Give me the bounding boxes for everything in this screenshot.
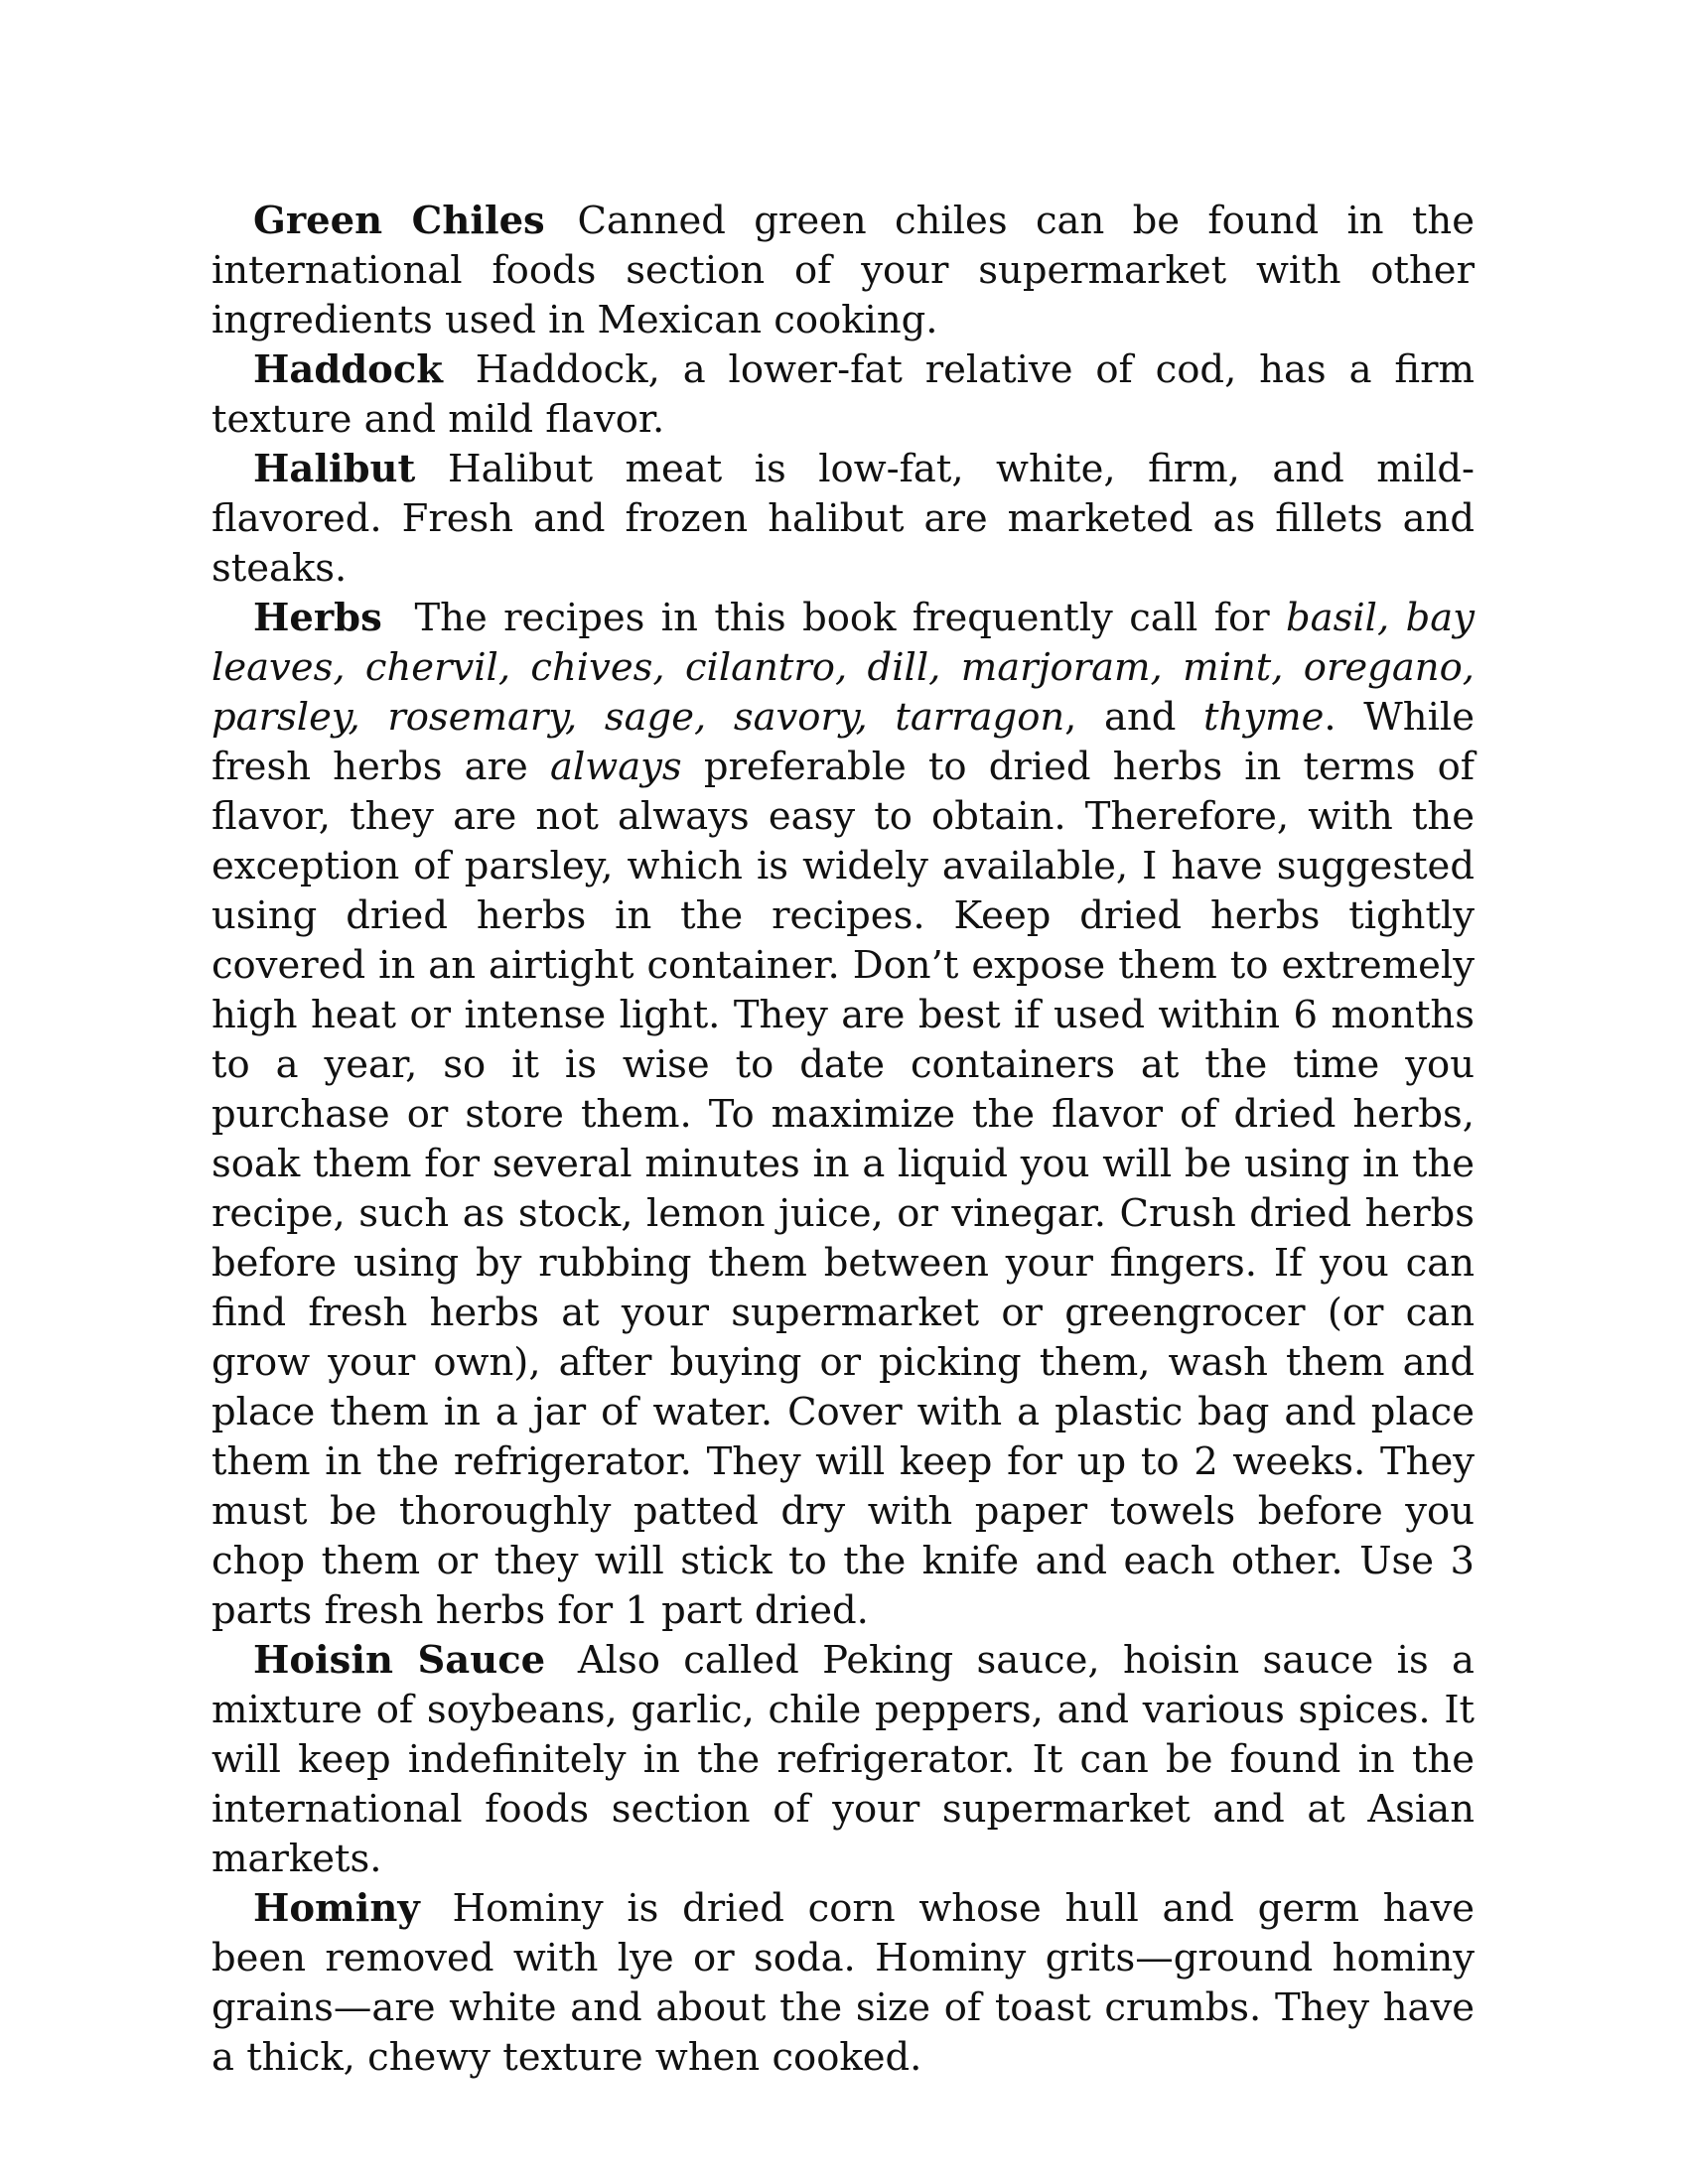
definition-italic-always: always — [549, 745, 682, 789]
glossary-entry-hominy — [211, 1884, 1475, 2083]
definition-italic-herb-list: basil, bay leaves, chervil, chives, cilantro, dill, marjoram, mint, oregano, parsley, rosemary, sage, savory, tarragon — [211, 596, 1475, 740]
entry-term: Halibut — [253, 447, 416, 491]
entry-term: Haddock — [253, 347, 443, 392]
entry-term: Herbs — [253, 596, 382, 640]
glossary-entry-halibut — [211, 445, 1475, 594]
definition-text: Also called Peking sauce, hoisin sauce is a mixture of soybeans, garlic, chile peppers, and various spices. It will keep indefinitely in the refrigerator. It can be found in the international foods section of your supermarket and at Asian markets. — [211, 1638, 1475, 1881]
definition-text: Hominy is dried corn whose hull and germ have been removed with lye or soda. Hominy grits—ground hominy grains—are white and about the size of toast crumbs. They have a thick, chewy texture when cooked. — [211, 1886, 1475, 2080]
definition-text: Halibut meat is low-fat, white, firm, and mild-flavored. Fresh and frozen halibut are marketed as fillets and steaks. — [211, 447, 1475, 591]
definition-italic-thyme: thyme — [1203, 695, 1325, 740]
definition-text: The recipes in this book frequently call for — [414, 596, 1287, 640]
glossary-entry-hoisin-sauce — [211, 1636, 1475, 1884]
definition-text: Haddock, a lower-fat relative of cod, has a firm texture and mild flavor. — [211, 347, 1475, 442]
entry-term: Green Chiles — [253, 199, 545, 243]
glossary-entry-green-chiles — [211, 197, 1475, 345]
glossary-entry-haddock — [211, 345, 1475, 445]
definition-text: Canned green chiles can be found in the international foods section of your supermarket with other ingredients used in Mexican cooking. — [211, 199, 1476, 342]
entry-definition — [211, 596, 1475, 1633]
glossary-page — [211, 197, 1475, 2083]
entry-term: Hoisin Sauce — [253, 1638, 546, 1683]
definition-text: , and — [1064, 695, 1204, 740]
glossary-entry-herbs — [211, 594, 1475, 1636]
definition-text: . While fresh herbs are — [211, 695, 1475, 789]
entry-term: Hominy — [253, 1886, 420, 1931]
definition-text: preferable to dried herbs in terms of flavor, they are not always easy to obtain. Therefore, with the exception of parsley, which is widely available, I have suggested using dried herbs in the recipes. Keep dried herbs tightly covered in an airtight container. Don’t expose them to extremely high heat or intense light. They are best if used within 6 months to a year, so it is wise to date containers at the time you purchase or store them. To maximize the flavor of dried herbs, soak them for several minutes in a liquid you will be using in the recipe, such as stock, lemon juice, or vinegar. Crush dried herbs before using by rubbing them between your fingers. If you can find fresh herbs at your supermarket or greengrocer (or can grow your own), after buying or picking them, wash them and place them in a jar of water. Cover with a plastic bag and place them in the refrigerator. They will keep for up to 2 weeks. They must be thoroughly patted dry with paper towels before you chop them or they will stick to the knife and each other. Use 3 parts fresh herbs for 1 part dried. — [211, 745, 1475, 1633]
